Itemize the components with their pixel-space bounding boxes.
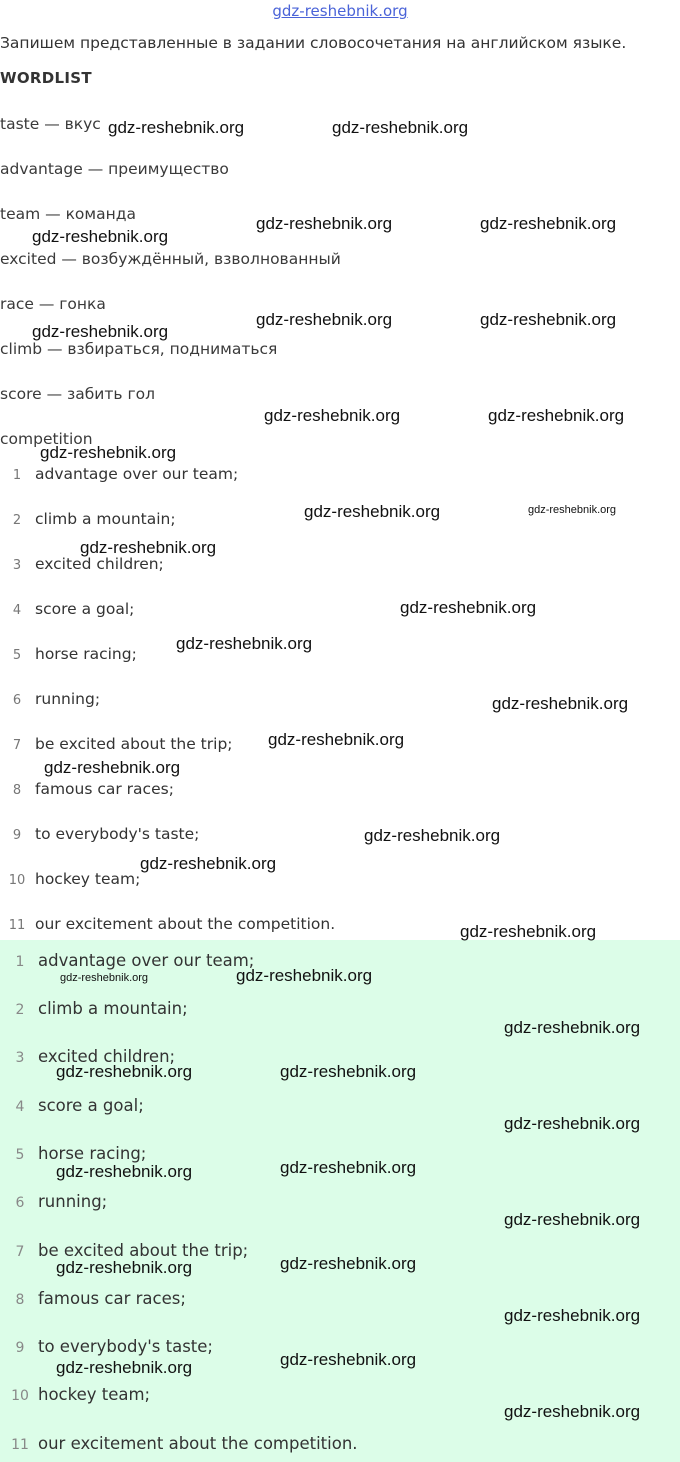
item-number: 5: [12, 648, 22, 663]
item-number: 9: [12, 828, 22, 843]
word-entry: climb — взбираться, подниматься: [0, 340, 278, 358]
watermark: gdz-reshebnik.org: [56, 1358, 193, 1377]
watermark: gdz-reshebnik.org: [56, 1258, 193, 1277]
watermark: gdz-reshebnik.org: [492, 694, 629, 713]
word-entry: taste — вкус: [0, 115, 101, 133]
item-text: excited children;: [38, 1047, 176, 1066]
item-text: our excitement about the competition.: [38, 1434, 358, 1453]
item-text: be excited about the trip;: [38, 1241, 249, 1260]
watermark: gdz-reshebnik.org: [60, 972, 149, 984]
watermark: gdz-reshebnik.org: [236, 966, 373, 985]
item-text: running;: [35, 690, 101, 708]
watermark: gdz-reshebnik.org: [32, 227, 169, 246]
watermark: gdz-reshebnik.org: [256, 214, 393, 233]
intro-text: Запишем представленные в задании словосочетания на английском языке.: [0, 34, 627, 52]
item-number: 6: [12, 693, 22, 708]
watermark: gdz-reshebnik.org: [280, 1062, 417, 1081]
watermark: gdz-reshebnik.org: [332, 118, 469, 137]
watermark: gdz-reshebnik.org: [140, 854, 277, 873]
item-text: to everybody's taste;: [38, 1337, 213, 1356]
item-text: our excitement about the competition.: [35, 915, 336, 933]
item-number: 10: [11, 1388, 29, 1404]
item-text: to everybody's taste;: [35, 825, 200, 843]
watermark: gdz-reshebnik.org: [480, 310, 617, 329]
wordlist-title: WORDLIST: [0, 69, 92, 87]
watermark: gdz-reshebnik.org: [504, 1114, 641, 1133]
watermark: gdz-reshebnik.org: [504, 1402, 641, 1421]
watermark: gdz-reshebnik.org: [268, 730, 405, 749]
word-entry: excited — возбуждённый, взволнованный: [0, 250, 341, 268]
watermark: gdz-reshebnik.org: [56, 1162, 193, 1181]
watermark: gdz-reshebnik.org: [304, 502, 441, 521]
watermark: gdz-reshebnik.org: [176, 634, 313, 653]
item-text: score a goal;: [35, 600, 135, 618]
watermark: gdz-reshebnik.org: [460, 922, 597, 941]
site-header-link[interactable]: gdz-reshebnik.org: [272, 2, 408, 20]
item-number: 4: [12, 603, 22, 618]
item-text: climb a mountain;: [38, 999, 188, 1018]
watermark: gdz-reshebnik.org: [256, 310, 393, 329]
watermark: gdz-reshebnik.org: [400, 598, 537, 617]
item-text: hockey team;: [38, 1385, 151, 1404]
item-text: horse racing;: [35, 645, 137, 663]
item-number: 9: [15, 1340, 25, 1356]
watermark: gdz-reshebnik.org: [280, 1254, 417, 1273]
item-number: 4: [15, 1099, 25, 1115]
word-entry: advantage — преимущество: [0, 160, 229, 178]
item-text: climb a mountain;: [35, 510, 176, 528]
item-text: hockey team;: [35, 870, 141, 888]
watermark: gdz-reshebnik.org: [280, 1158, 417, 1177]
watermark: gdz-reshebnik.org: [504, 1210, 641, 1229]
watermark: gdz-reshebnik.org: [108, 118, 245, 137]
watermark: gdz-reshebnik.org: [504, 1306, 641, 1325]
watermark: gdz-reshebnik.org: [44, 758, 181, 777]
item-number: 7: [15, 1244, 25, 1260]
item-text: advantage over our team;: [35, 465, 239, 483]
watermark: gdz-reshebnik.org: [32, 322, 169, 341]
item-number: 5: [15, 1147, 25, 1163]
watermark: gdz-reshebnik.org: [264, 406, 401, 425]
item-text: running;: [38, 1192, 108, 1211]
item-text: excited children;: [35, 555, 164, 573]
item-text: advantage over our team;: [38, 951, 255, 970]
item-number: 1: [12, 468, 22, 483]
item-number: 7: [12, 738, 22, 753]
watermark: gdz-reshebnik.org: [80, 538, 217, 557]
item-text: be excited about the trip;: [35, 735, 233, 753]
item-number: 11: [11, 1437, 29, 1453]
word-entry: competition: [0, 430, 93, 448]
item-number: 8: [15, 1292, 25, 1308]
item-text: famous car races;: [35, 780, 174, 798]
item-text: famous car races;: [38, 1289, 186, 1308]
word-entry: score — забить гол: [0, 385, 155, 403]
item-number: 8: [12, 783, 22, 798]
word-entry: race — гонка: [0, 295, 106, 313]
watermark: gdz-reshebnik.org: [504, 1018, 641, 1037]
watermark: gdz-reshebnik.org: [56, 1062, 193, 1081]
watermark: gdz-reshebnik.org: [480, 214, 617, 233]
watermark: gdz-reshebnik.org: [528, 504, 617, 516]
word-entry: team — команда: [0, 205, 136, 223]
item-text: score a goal;: [38, 1096, 144, 1115]
watermark: gdz-reshebnik.org: [488, 406, 625, 425]
item-number: 10: [8, 873, 26, 888]
item-number: 2: [15, 1002, 25, 1018]
item-number: 11: [8, 918, 26, 933]
item-number: 3: [12, 558, 22, 573]
item-number: 6: [15, 1195, 25, 1211]
item-number: 1: [15, 954, 25, 970]
item-number: 2: [12, 513, 22, 528]
item-number: 3: [15, 1050, 25, 1066]
watermark: gdz-reshebnik.org: [280, 1350, 417, 1369]
watermark: gdz-reshebnik.org: [40, 443, 177, 462]
watermark: gdz-reshebnik.org: [364, 826, 501, 845]
item-text: horse racing;: [38, 1144, 147, 1163]
